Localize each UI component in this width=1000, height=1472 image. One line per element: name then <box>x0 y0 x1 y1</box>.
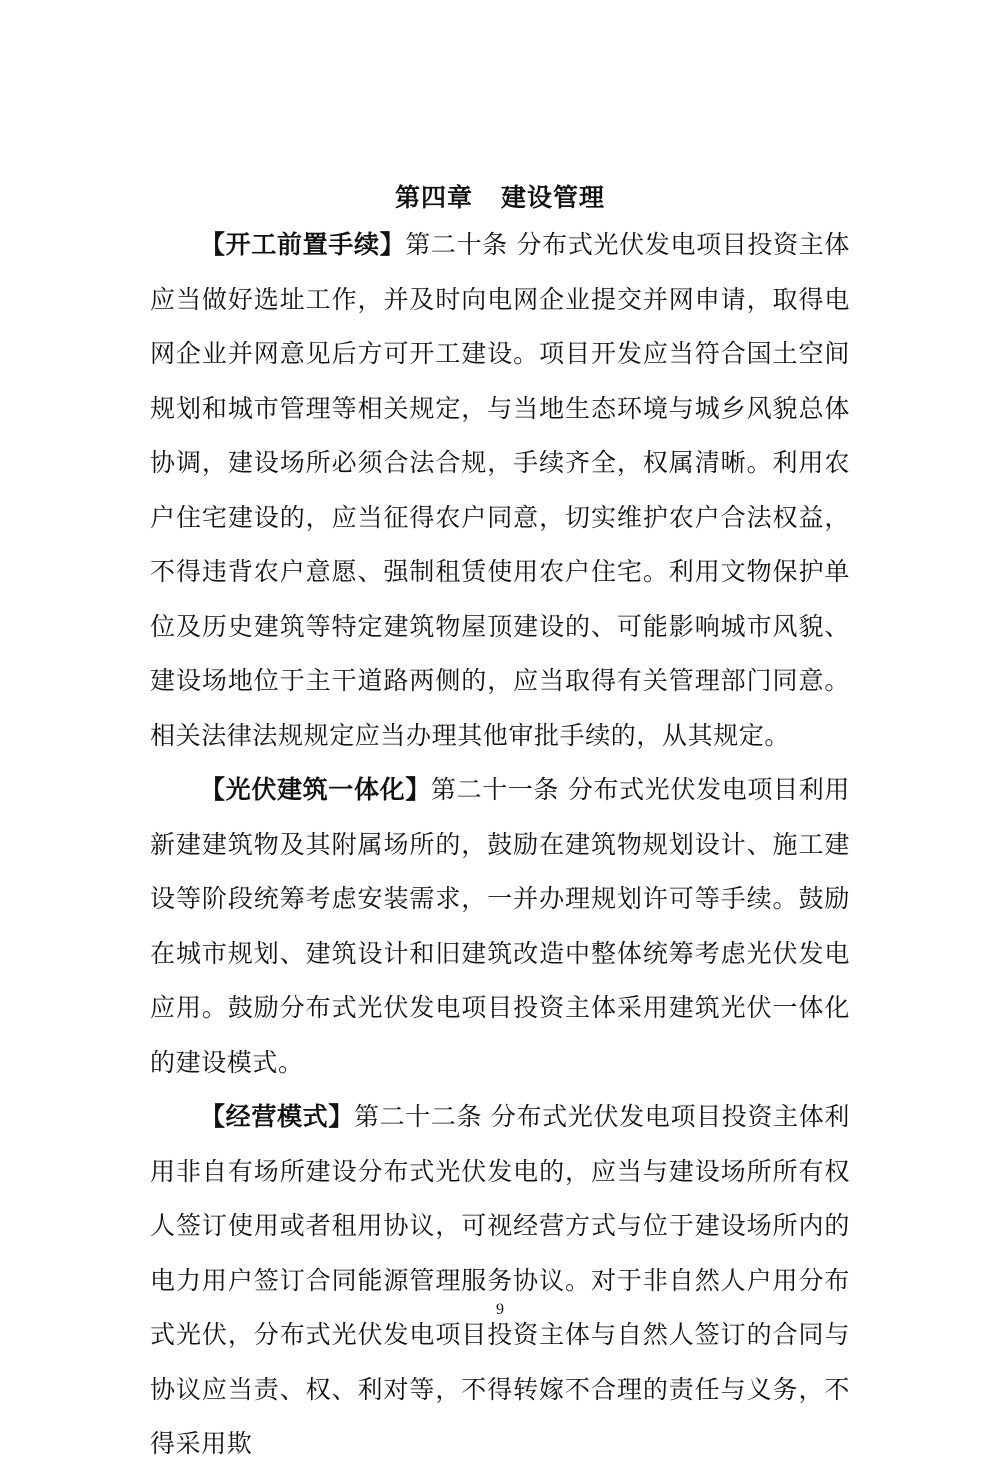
page-number: 9 <box>496 1301 504 1318</box>
article-text: 第二十一条 分布式光伏发电项目利用新建建筑物及其附属场所的，鼓励在建筑物规划设计、施工建设等阶段统筹考虑安装需求，一并办理规划许可等手续。鼓励在城市规划、建筑设计和旧建筑改造中整体统筹考虑光伏发电应用。鼓励分布式光伏发电项目投资主体采用建筑光伏一体化的建设模式。 <box>150 775 850 1077</box>
chapter-number: 第四章 <box>394 183 473 212</box>
body-text <box>150 218 850 1472</box>
chapter-title <box>0 178 1000 218</box>
article-heading: 【经营模式】 <box>200 1102 354 1131</box>
chapter-name: 建设管理 <box>501 183 606 212</box>
article-text: 第二十二条 分布式光伏发电项目投资主体利用非自有场所建设分布式光伏发电的，应当与建设场所所有权人签订使用或者租用协议，可视经营方式与位于建设场所内的电力用户签订合同能源管理服务协议。对于非自然人户用分布式光伏，分布式光伏发电项目投资主体与自然人签订的合同与协议应当责、权、利对等，不得转嫁不合理的责任与义务，不得采用欺 <box>150 1102 850 1458</box>
article-heading: 【光伏建筑一体化】 <box>200 775 431 804</box>
article-paragraph <box>150 763 850 1090</box>
article-heading: 【开工前置手续】 <box>200 230 406 259</box>
article-text: 第二十条 分布式光伏发电项目投资主体应当做好选址工作，并及时向电网企业提交并网申请，取得电网企业并网意见后方可开工建设。项目开发应当符合国土空间规划和城市管理等相关规定，与当地生态环境与城乡风貌总体协调，建设场所必须合法合规，手续齐全，权属清晰。利用农户住宅建设的，应当征得农户同意，切实维护农户合法权益，不得违背农户意愿、强制租赁使用农户住宅。利用文物保护单位及历史建筑等特定建筑物屋顶建设的、可能影响城市风貌、建设场地位于主干道路两侧的，应当取得有关管理部门同意。相关法律法规规定应当办理其他审批手续的，从其规定。 <box>150 230 850 750</box>
article-paragraph <box>150 218 850 763</box>
article-paragraph <box>150 1090 850 1472</box>
